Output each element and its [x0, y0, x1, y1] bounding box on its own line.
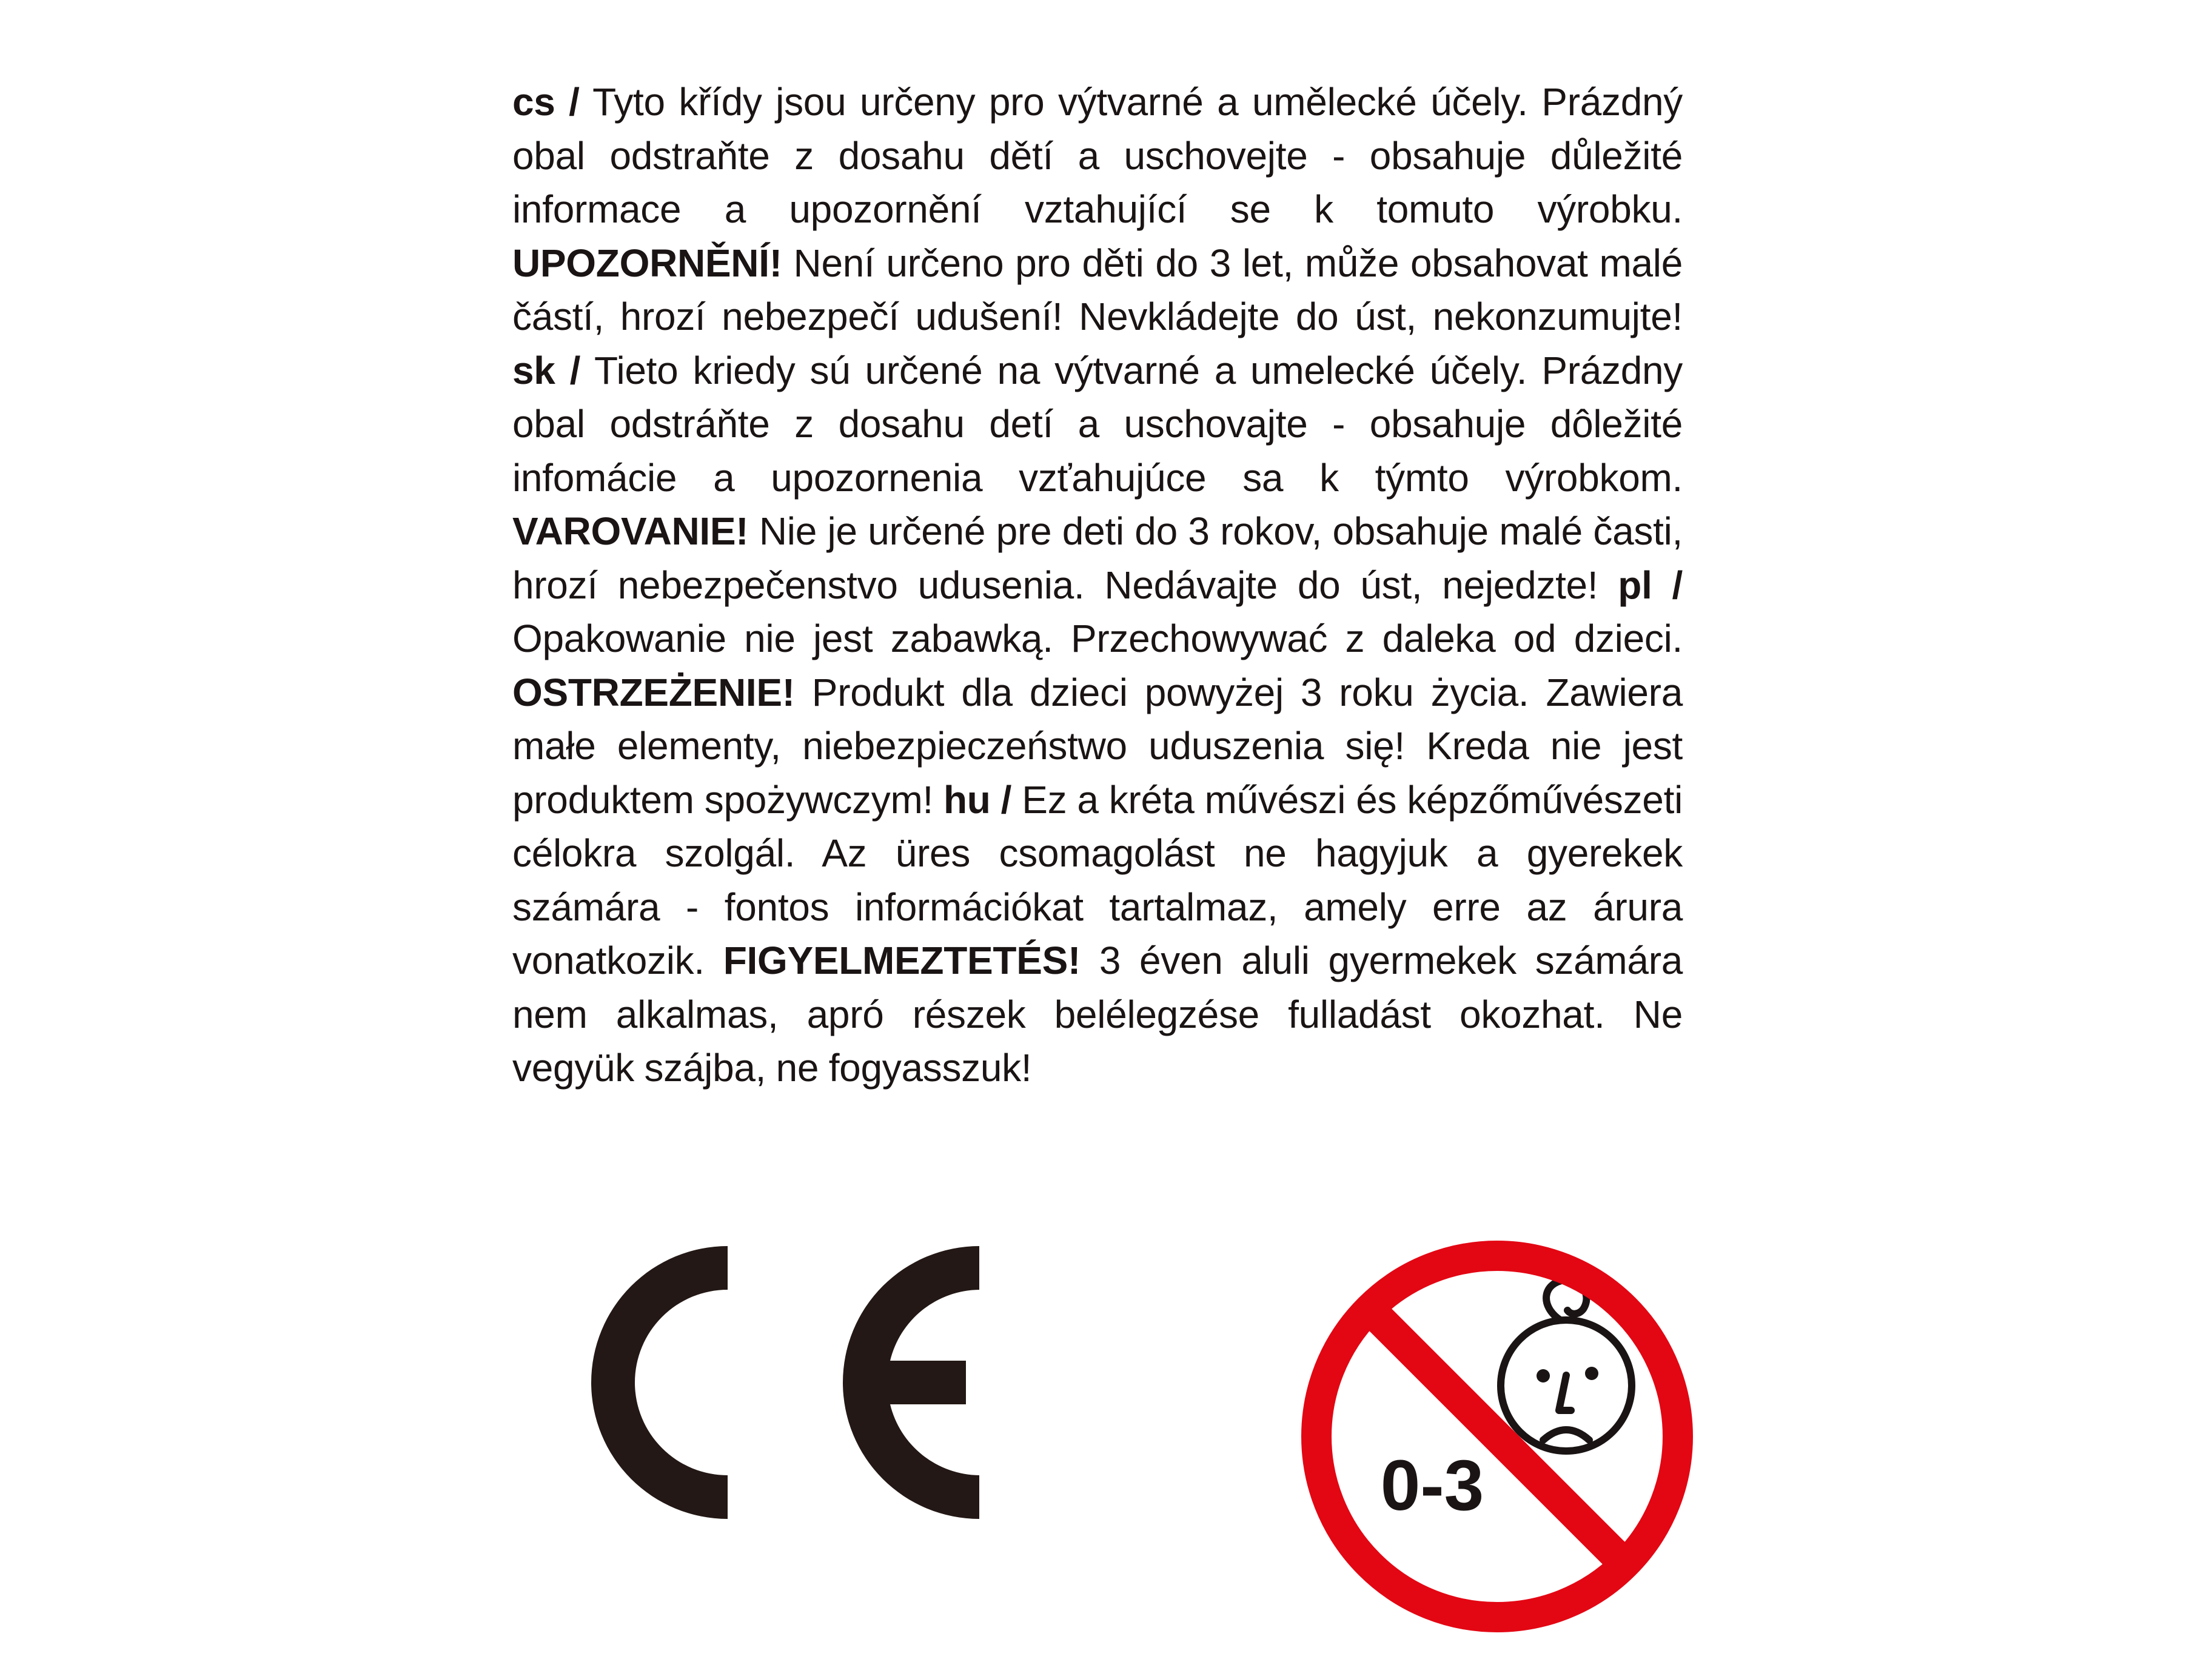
- warning-body-text: Není určeno pro děti do 3 let, může obsahovat malé částí, hrozí nebezpečí udušení! Nevkládejte do úst, nekonzumujte!: [512, 241, 1683, 338]
- ce-mark-letter-e: [843, 1246, 979, 1519]
- ce-mark-letter-c: [591, 1246, 728, 1519]
- warning-body-text: Nie je určené pre deti do 3 rokov, obsahuje malé časti, hrozí nebezpečenstvo udusenia. Nedávajte do úst, nejedzte!: [512, 509, 1683, 607]
- warning-body-text: Opakowanie nie jest zabawką. Przechowywać z daleka od dzieci.: [512, 617, 1683, 660]
- child-left-eye: [1537, 1369, 1550, 1382]
- not-suitable-under-3-icon: [1299, 1239, 1695, 1634]
- prohibition-sign: [1316, 1256, 1678, 1617]
- warning-heading: hu /: [943, 777, 1012, 822]
- warning-heading: cs /: [512, 80, 580, 124]
- warning-heading: VAROVANIE!: [512, 509, 749, 553]
- safety-warning-text: [512, 75, 1683, 1095]
- warning-body-text: Produkt dla dzieci powyżej 3 roku życia. Zawiera małe elementy, niebezpieczeństwo uduszenia się! Kreda nie jest produktem spożywczym!: [512, 670, 1683, 822]
- warning-body-text: Tyto křídy jsou určeny pro výtvarné a umělecké účely. Prázdný obal odstraňte z dosahu dětí a uschovejte - obsahuje důležité informace a upozornění vztahující se k tomuto výrobku.: [512, 80, 1683, 231]
- warning-heading: pl /: [1618, 563, 1683, 607]
- warning-heading: sk /: [512, 348, 581, 392]
- warning-body-text: Ez a kréta művészi és képzőművészeti célokra szolgál. Az üres csomagolást ne hagyjuk a gyerekek számára - fontos információkat tartalmaz, amely erre az árura vonatkozik.: [512, 777, 1683, 982]
- ce-mark-icon: [591, 1246, 979, 1519]
- child-right-eye: [1585, 1367, 1598, 1380]
- warning-heading: FIGYELMEZTETÉS!: [723, 939, 1081, 982]
- warning-body-text: 3 éven aluli gyermekek számára nem alkalmas, apró részek belélegzése fulladást okozhat. Ne vegyük szájba, ne fogyasszuk!: [512, 939, 1683, 1090]
- warning-body-text: Tieto kriedy sú určené na výtvarné a umelecké účely. Prázdny obal odstráňte z dosahu detí a uschovajte - obsahuje dôležité infomácie a upozornenia vzťahujúce sa k týmto výrobkom.: [512, 348, 1683, 500]
- age-label: 0-3: [1380, 1446, 1484, 1526]
- warning-heading: UPOZORNĚNÍ!: [512, 241, 782, 285]
- warning-heading: OSTRZEŻENIE!: [512, 670, 795, 714]
